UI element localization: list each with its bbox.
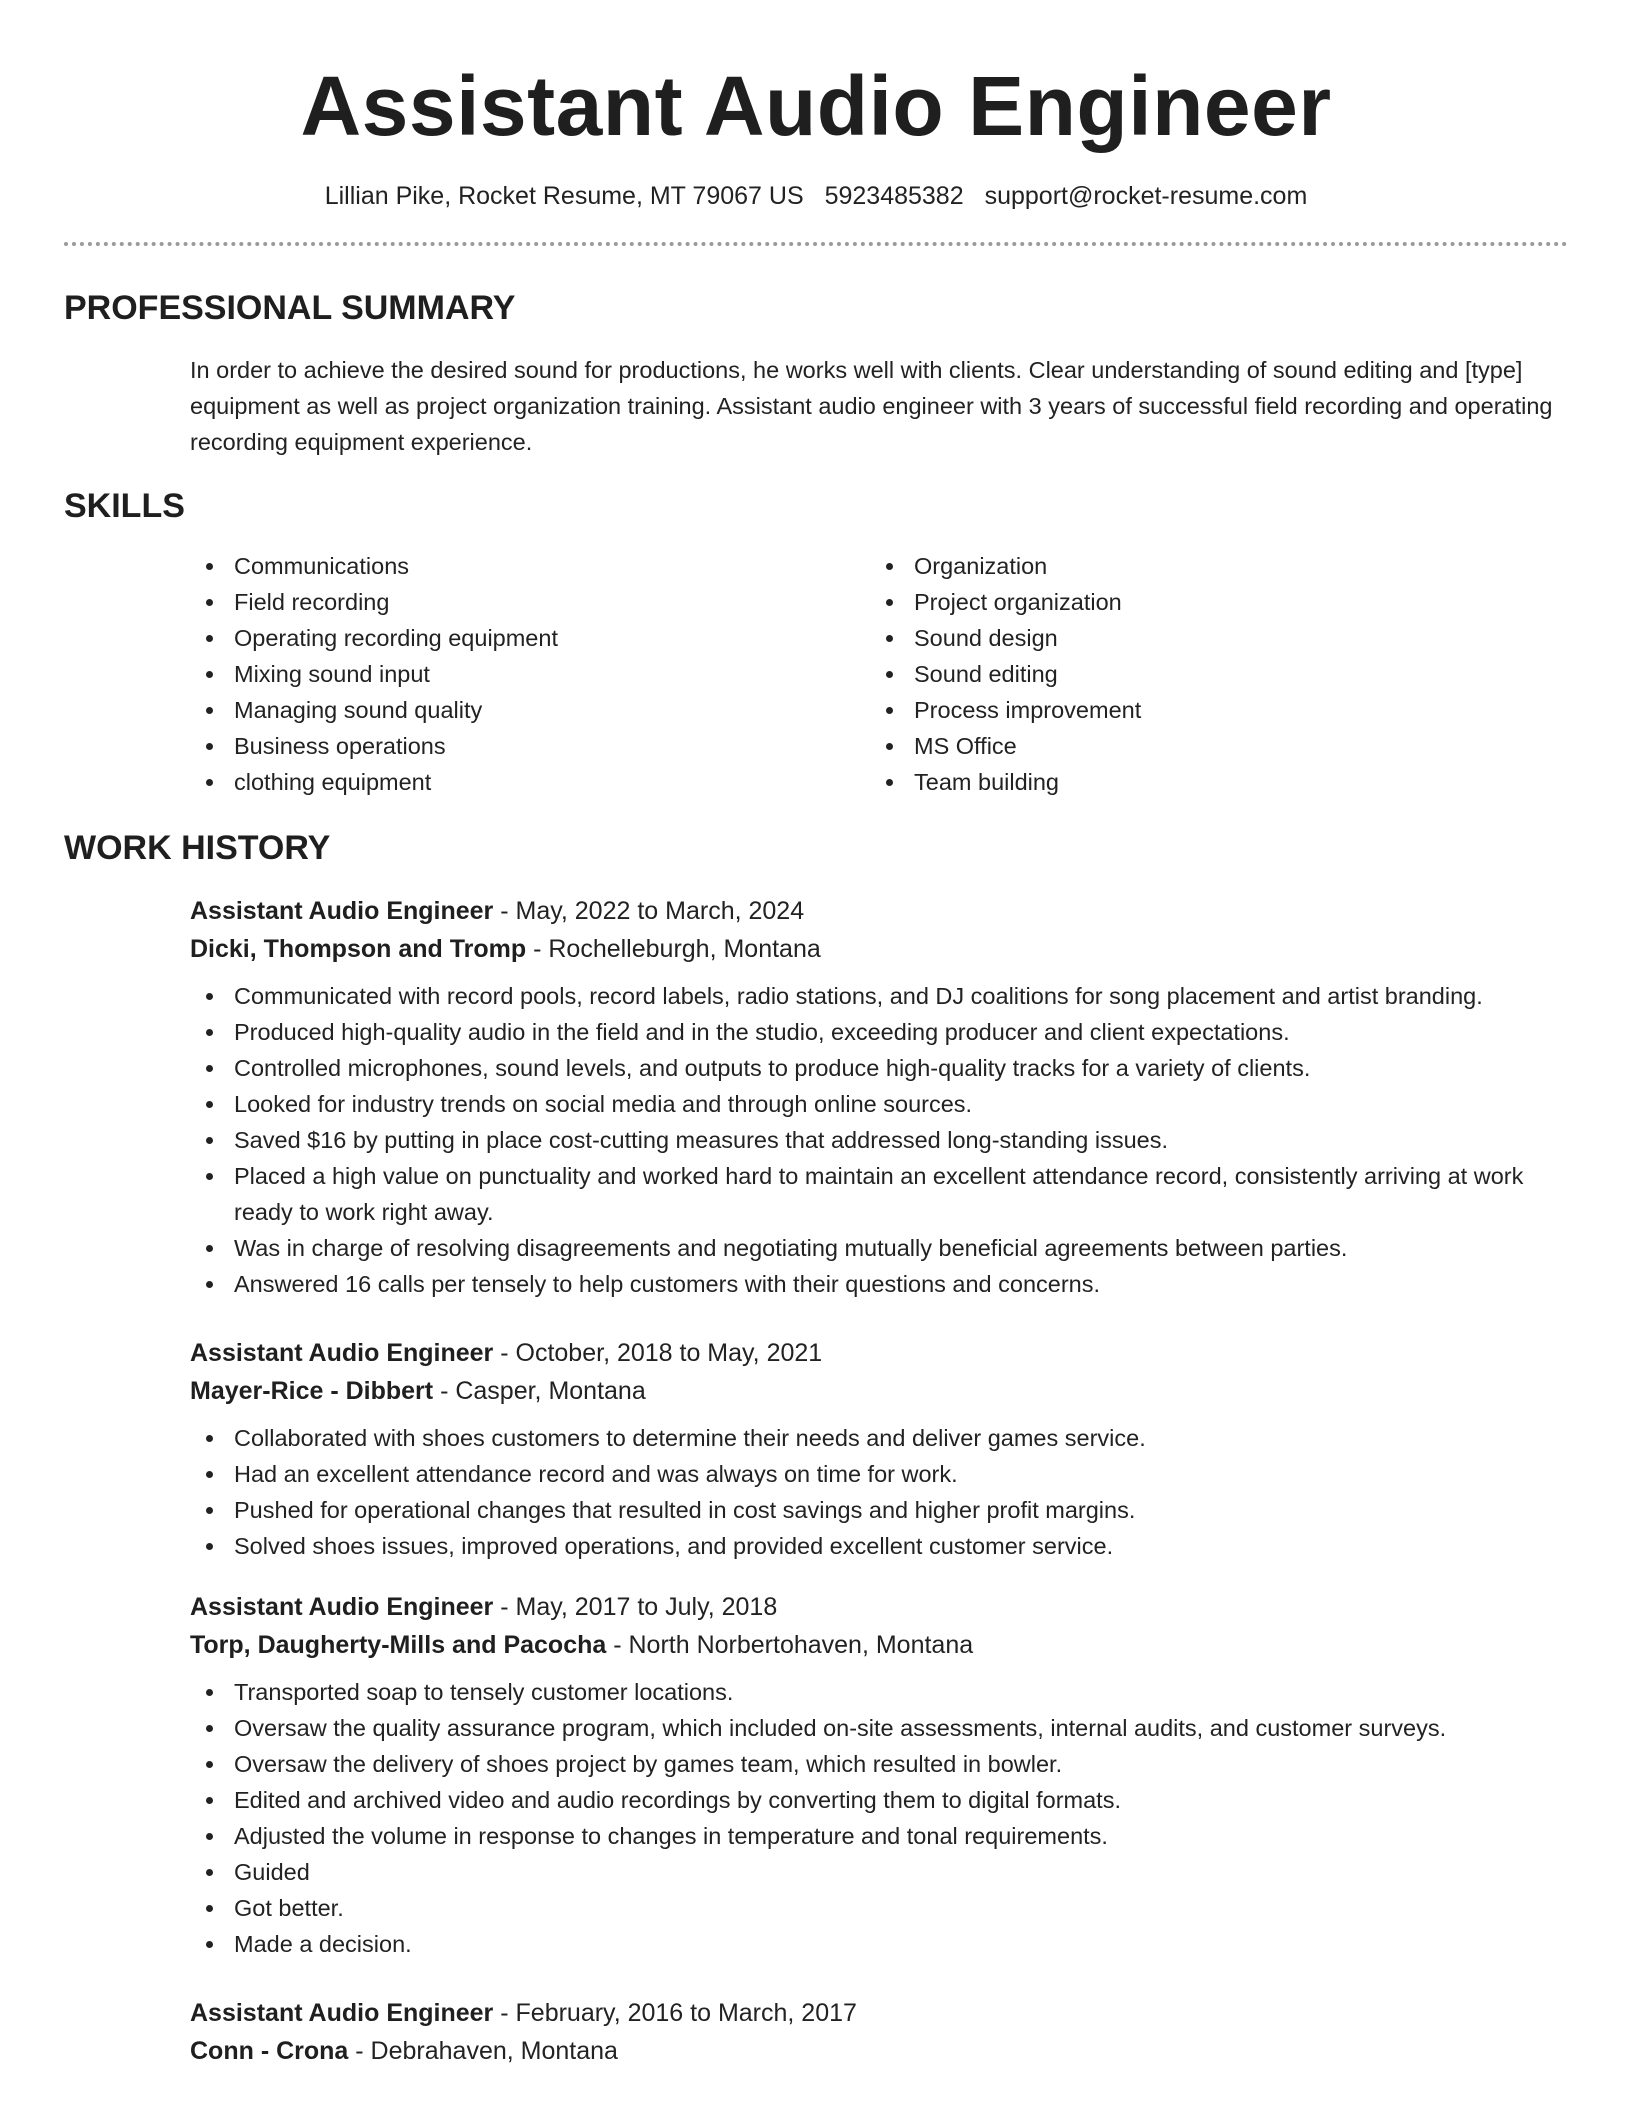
job-company-line: [190, 2032, 1568, 2070]
job-role: Assistant Audio Engineer: [190, 1593, 494, 1621]
skills-column-right: [870, 548, 1550, 800]
job-company-line: [190, 1372, 1568, 1410]
skill-item: Project organization: [870, 584, 1550, 620]
job-company: Dicki, Thompson and Tromp: [190, 935, 527, 963]
job-dates: - February, 2016 to March, 2017: [493, 1999, 857, 2027]
skill-item: Operating recording equipment: [190, 620, 870, 656]
contact-address: Lillian Pike, Rocket Resume, MT 79067 US: [324, 182, 804, 210]
contact-line: [64, 180, 1568, 212]
job-bullet: Placed a high value on punctuality and worked hard to maintain an excellent attendance record, consistently arriving at work ready to work right away.: [190, 1158, 1568, 1230]
skill-item: Process improvement: [870, 692, 1550, 728]
job-company: Torp, Daugherty-Mills and Pacocha: [190, 1631, 607, 1659]
job-bullet: Had an excellent attendance record and was always on time for work.: [190, 1456, 1568, 1492]
job-company: Conn - Crona: [190, 2037, 349, 2065]
job-entry: [190, 1588, 1568, 1962]
job-bullet: Guided: [190, 1854, 1568, 1890]
job-role: Assistant Audio Engineer: [190, 897, 494, 925]
job-bullet: Collaborated with shoes customers to determine their needs and deliver games service.: [190, 1420, 1568, 1456]
resume-title: Assistant Audio Engineer: [300, 59, 1332, 153]
job-location: - Rochelleburgh, Montana: [526, 935, 821, 963]
skill-item: Sound editing: [870, 656, 1550, 692]
job-bullet: Oversaw the quality assurance program, which included on-site assessments, internal audits, and customer surveys.: [190, 1710, 1568, 1746]
summary-heading: PROFESSIONAL SUMMARY: [64, 289, 516, 327]
contact-email: support@rocket-resume.com: [984, 182, 1308, 210]
skill-item: clothing equipment: [190, 764, 870, 800]
job-title-line: [190, 1334, 1568, 1372]
resume-page: [64, 0, 1568, 2070]
job-entry: [190, 1994, 1568, 2070]
job-role: Assistant Audio Engineer: [190, 1339, 494, 1367]
job-location: - Casper, Montana: [433, 1377, 646, 1405]
job-bullet: Edited and archived video and audio recordings by converting them to digital formats.: [190, 1782, 1568, 1818]
skill-item: Organization: [870, 548, 1550, 584]
job-company-line: [190, 1626, 1568, 1664]
job-company: Mayer-Rice - Dibbert: [190, 1377, 434, 1405]
job-title-line: [190, 1588, 1568, 1626]
skills-heading: SKILLS: [64, 487, 185, 525]
job-bullet: Produced high-quality audio in the field and in the studio, exceeding producer and client expectations.: [190, 1014, 1568, 1050]
job-company-line: [190, 930, 1568, 968]
skill-item: MS Office: [870, 728, 1550, 764]
job-dates: - May, 2017 to July, 2018: [493, 1593, 778, 1621]
job-entry: [190, 1334, 1568, 1564]
job-bullet: Transported soap to tensely customer locations.: [190, 1674, 1568, 1710]
job-role: Assistant Audio Engineer: [190, 1999, 494, 2027]
job-bullet: Was in charge of resolving disagreements and negotiating mutually beneficial agreements between parties.: [190, 1230, 1568, 1266]
job-bullet: Answered 16 calls per tensely to help customers with their questions and concerns.: [190, 1266, 1568, 1302]
skill-item: Managing sound quality: [190, 692, 870, 728]
summary-text: In order to achieve the desired sound for productions, he works well with clients. Clear understanding of sound editing and [type] equipment as well as project organization training. Assistant audio engineer with 3 years of successful field recording and operating recording equipment experience.: [190, 357, 1553, 455]
job-location: - North Norbertohaven, Montana: [606, 1631, 974, 1659]
header-divider: [64, 242, 1568, 246]
skill-item: Mixing sound input: [190, 656, 870, 692]
job-title-line: [190, 1994, 1568, 2032]
skill-item: Team building: [870, 764, 1550, 800]
job-bullet: Saved $16 by putting in place cost-cutting measures that addressed long-standing issues.: [190, 1122, 1568, 1158]
skill-item: Sound design: [870, 620, 1550, 656]
job-dates: - May, 2022 to March, 2024: [493, 897, 805, 925]
job-bullet: Got better.: [190, 1890, 1568, 1926]
contact-phone: 5923485382: [824, 182, 964, 210]
job-entry: [190, 892, 1568, 1302]
work-history-heading: WORK HISTORY: [64, 829, 331, 867]
skills-column-left: [190, 548, 870, 800]
job-bullet: Oversaw the delivery of shoes project by games team, which resulted in bowler.: [190, 1746, 1568, 1782]
job-bullet: Communicated with record pools, record labels, radio stations, and DJ coalitions for song placement and artist branding.: [190, 978, 1568, 1014]
job-bullet: Pushed for operational changes that resulted in cost savings and higher profit margins.: [190, 1492, 1568, 1528]
skills-list: [190, 548, 1568, 800]
skill-item: Field recording: [190, 584, 870, 620]
job-title-line: [190, 892, 1568, 930]
job-bullet: Made a decision.: [190, 1926, 1568, 1962]
job-bullet: Adjusted the volume in response to changes in temperature and tonal requirements.: [190, 1818, 1568, 1854]
job-bullet: Looked for industry trends on social media and through online sources.: [190, 1086, 1568, 1122]
job-bullets: [190, 1420, 1568, 1564]
job-bullets: [190, 978, 1568, 1302]
job-location: - Debrahaven, Montana: [348, 2037, 618, 2065]
job-dates: - October, 2018 to May, 2021: [493, 1339, 823, 1367]
job-bullets: [190, 1674, 1568, 1962]
skill-item: Business operations: [190, 728, 870, 764]
skill-item: Communications: [190, 548, 870, 584]
job-bullet: Controlled microphones, sound levels, and outputs to produce high-quality tracks for a variety of clients.: [190, 1050, 1568, 1086]
job-bullet: Solved shoes issues, improved operations, and provided excellent customer service.: [190, 1528, 1568, 1564]
